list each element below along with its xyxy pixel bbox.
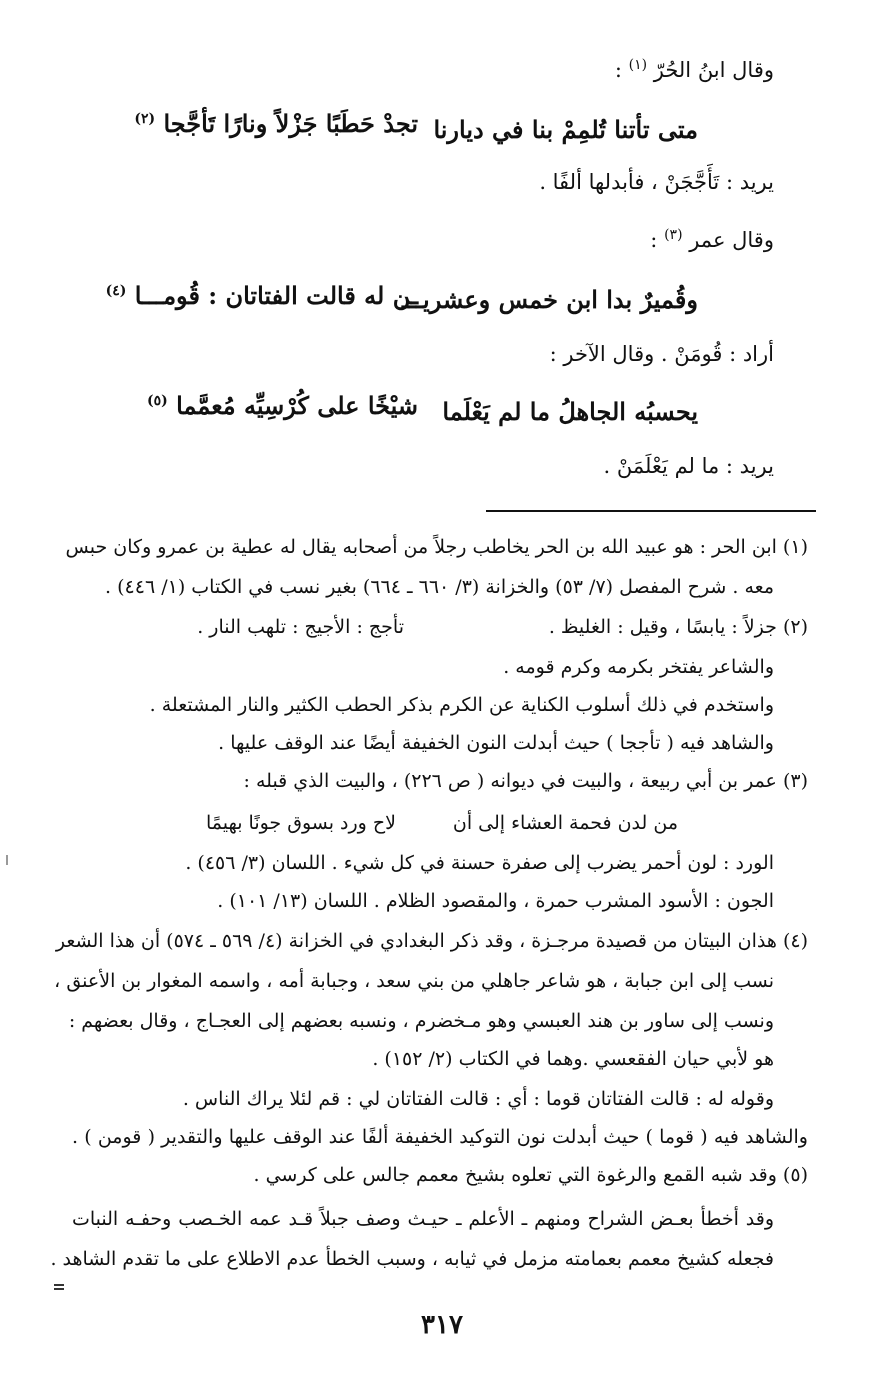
footnote-4-line-6: والشاهد فيه ( قوما ) حيث أبدلت نون التوكيد الخفيفة ألفًا عند الوقف عليها والتقدير ( قومن ) . — [72, 1126, 808, 1148]
explanation-line-1: يريد : تَأَجَّجَنْ ، فأبدلها ألفًا . — [539, 170, 774, 194]
footnote-4-line-5: وقوله له : قالت الفتاتان قوما : أي : قالت الفتاتان لي : قم لئلا يراك الناس . — [182, 1088, 774, 1110]
verse-3-second-hemistich — [146, 391, 418, 420]
verse-1-second-text: تجدْ حَطَبًا جَزْلاً ونارًا تَأجَّجا — [163, 109, 418, 138]
footnote-2-line-4: والشاهد فيه ( تأججا ) حيث أبدلت النون الخفيفة أيضًا عند الوقف عليها . — [218, 732, 774, 754]
intro-line-umar — [650, 228, 774, 251]
intro-colon: : — [650, 228, 658, 252]
footnote-separator — [486, 510, 816, 512]
footnote-5-line-3: فجعله كشيخ معمم بعمامته مزمل في ثيابه ، وسبب الخطأ عدم الاطلاع على ما تقدم الشاهد . — [50, 1248, 774, 1270]
footnote-2-line-3: واستخدم في ذلك أسلوب الكناية عن الكرم بذكر الحطب الكثير والنار المشتعلة . — [149, 694, 774, 716]
intro-line-ibn-al-hurr — [615, 58, 774, 81]
footnote-3-line-4: الجون : الأسود المشرب حمرة ، والمقصود الظلام . اللسان (١٣/ ١٠١) . — [217, 890, 774, 912]
footnote-5-line-2: وقد أخطأ بعـض الشراح ومنهم ـ الأعلم ـ حيـث وصف جبلاً قـد عمه الخـصب وحفـه النبات — [72, 1208, 774, 1230]
margin-equals-mark-top — [54, 1284, 64, 1286]
footnote-ref-4: (٤) — [105, 283, 127, 299]
verse-2-second-hemistich — [105, 281, 418, 310]
margin-mark — [6, 855, 8, 865]
footnote-ref-1: (١) — [628, 57, 648, 73]
verse-2-second-text: ـن له قالت الفتاتان : قُومـــا — [134, 281, 418, 310]
footnote-ref-2: (٢) — [134, 111, 156, 127]
intro-text: وقال عمر — [689, 228, 774, 252]
footnote-ref-5: (٥) — [146, 393, 168, 409]
footnote-2-line-2: والشاعر يفتخر بكرمه وكرم قومه . — [503, 656, 774, 678]
verse-2-first-hemistich: وقُميرٌ بدا ابن خمس وعشريـــ — [401, 285, 698, 314]
footnote-3-line-1: (٣) عمر بن أبي ربيعة ، والبيت في ديوانه ( ص ٢٢٦) ، والبيت الذي قبله : — [243, 770, 808, 792]
page-number: ٣١٧ — [421, 1310, 463, 1340]
footnote-5-line-1: (٥) وقد شبه القمع والرغوة التي تعلوه بشيخ معمم جالس على كرسي . — [253, 1164, 808, 1186]
footnote-3-verse-second: لاح ورد بسوق جونًا بهيمًا — [205, 812, 396, 834]
footnote-3-line-3: الورد : لون أحمر يضرب إلى صفرة حسنة في كل شيء . اللسان (٣/ ٤٥٦) . — [185, 852, 774, 874]
footnote-1-line-2: معه . شرح المفصل (٧/ ٥٣) والخزانة (٣/ ٦٦٠ ـ ٦٦٤) بغير نسب في الكتاب (١/ ٤٤٦) . — [105, 576, 774, 598]
footnote-2-line-1b: تأجج : الأجيج : تلهب النار . — [197, 616, 404, 638]
footnote-4-line-1: (٤) هذان البيتان من قصيدة مرجـزة ، وقد ذكر البغدادي في الخزانة (٤/ ٥٦٩ ـ ٥٧٤) أن هذا الشعر — [55, 930, 808, 952]
explanation-line-2: أراد : قُومَنْ . وقال الآخر : — [549, 342, 774, 366]
verse-1-second-hemistich — [134, 109, 418, 138]
footnote-4-line-3: ونسب إلى ساور بن هند العبسي وهو مـخضرم ، ونسبه بعضهم إلى العجـاج ، وقال بعضهم : — [68, 1010, 774, 1032]
footnote-ref-3: (٣) — [664, 227, 683, 243]
verse-3-second-text: شيْخًا على كُرْسِيِّه مُعمَّما — [176, 391, 418, 420]
footnote-3-verse-first: من لدن فحمة العشاء إلى أن — [452, 812, 678, 834]
margin-equals-mark-bottom — [54, 1288, 64, 1290]
explanation-line-3: يريد : ما لم يَعْلَمَنْ . — [603, 454, 774, 478]
footnote-4-line-4: هو لأبي حيان الفقعسي .وهما في الكتاب (٢/ ١٥٢) . — [372, 1048, 774, 1070]
intro-colon: : — [614, 58, 622, 82]
intro-text: وقال ابنُ الحُرّ — [653, 58, 774, 82]
footnote-4-line-2: نسب إلى ابن جبابة ، هو شاعر جاهلي من بني سعد ، وجبابة أمه ، واسمه المغوار بن الأعنق ، — [54, 970, 774, 992]
footnote-1-line-1: (١) ابن الحر : هو عبيد الله بن الحر يخاطب رجلاً من أصحابه يقال له عطية بن عمرو وكان حبس — [65, 536, 808, 558]
verse-1-first-hemistich: متى تأتنا تُلمِمْ بنا في ديارنا — [433, 115, 698, 144]
footnote-2-line-1a: (٢) جزلاً : يابسًا ، وقيل : الغليظ . — [548, 616, 808, 638]
verse-3-first-hemistich: يحسبُه الجاهلُ ما لم يَعْلَما — [442, 397, 698, 426]
